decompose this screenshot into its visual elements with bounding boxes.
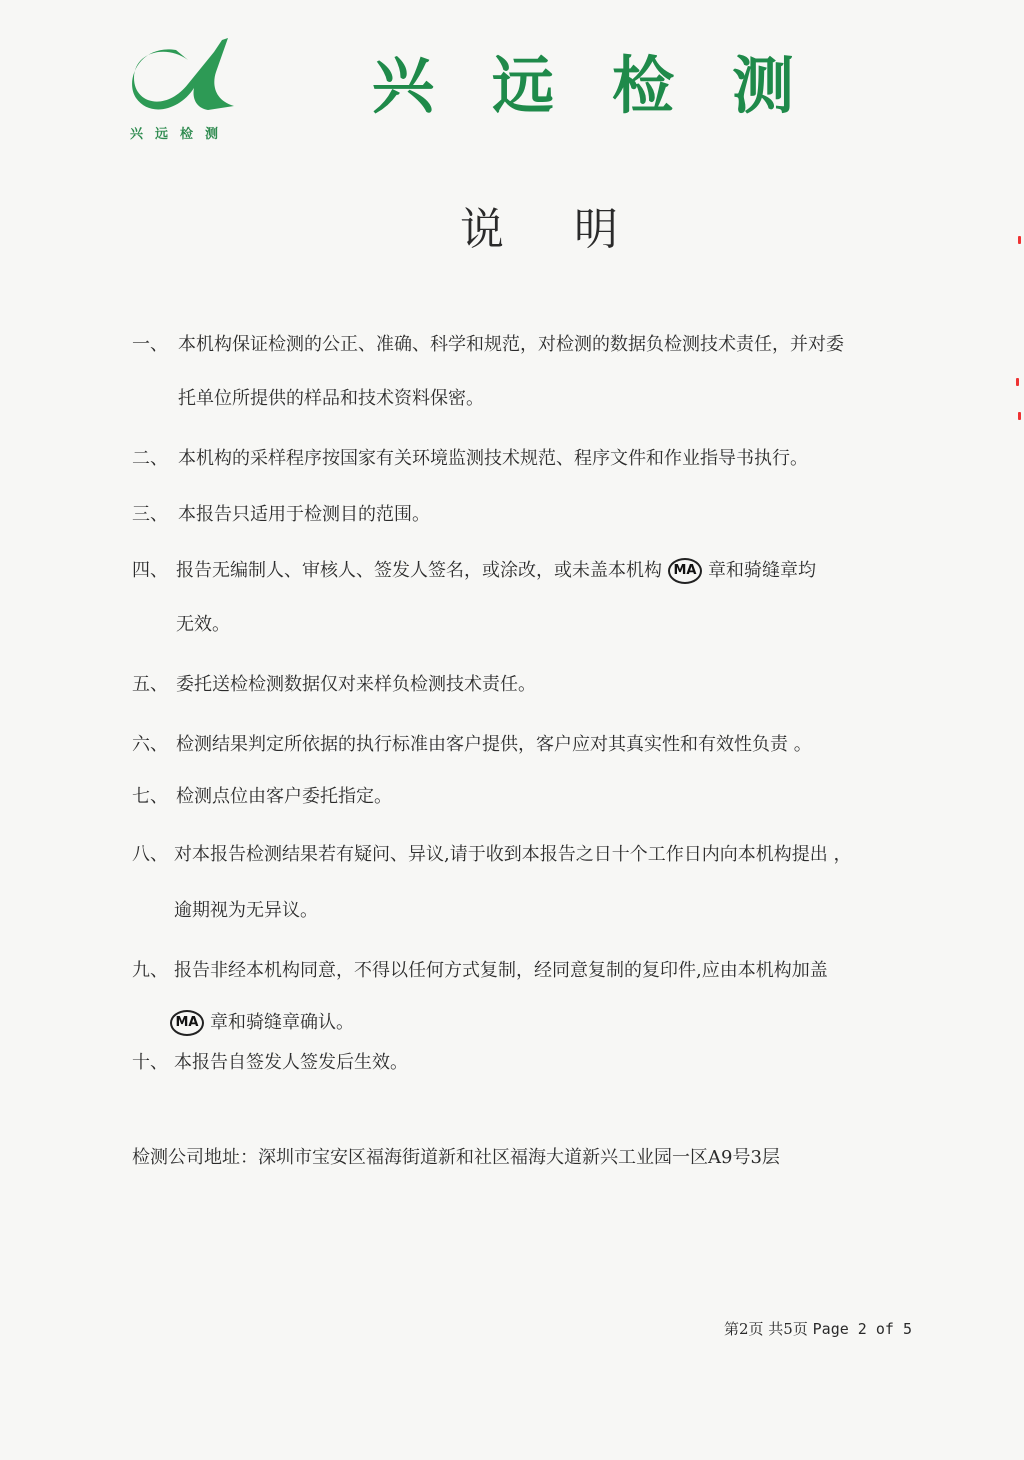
clause-text: 报告非经本机构同意，不得以任何方式复制，经同意复制的复印件,应由本机构加盖 [174,960,828,981]
ma-seal-icon: MA [668,558,702,584]
clause-text [176,556,816,584]
logo-caption: 兴远检测 [130,127,231,142]
clause-text: 本机构的采样程序按国家有关环境监测技术规范、程序文件和作业指导书执行。 [178,448,808,469]
scan-mark [1018,412,1021,420]
company-address: 检测公司地址：深圳市宝安区福海街道新和社区福海大道新兴工业园一区A9号3层 [132,1147,780,1168]
clause-number: 八、 [132,844,168,865]
clause-number: 一、 [132,334,168,355]
clause-text: 本报告自签发人签发后生效。 [174,1052,408,1073]
clause-number: 五、 [132,674,168,695]
clause-text: 本机构保证检测的公正、准确、科学和规范，对检测的数据负检测技术责任，并对委 [178,334,844,355]
clause-text: 对本报告检测结果若有疑问、异议,请于收到本报告之日十个工作日内向本机构提出 ， [174,844,852,865]
clause-number: 六、 [132,734,168,755]
clause-text: 检测结果判定所依据的执行标准由客户提供，客户应对其真实性和有效性负责 。 [176,734,812,755]
clause-text: 本报告只适用于检测目的范围。 [178,504,430,525]
scan-mark [1016,378,1019,386]
clause-text-part: 章和骑缝章均 [708,560,816,581]
clause-text-part: 章和骑缝章确认。 [210,1012,354,1033]
clause-number: 三、 [132,504,168,525]
clause-text [164,1008,354,1036]
ma-seal-icon: MA [170,1010,204,1036]
brand-name: 兴远检测 [372,49,853,122]
clause-number: 十、 [132,1052,168,1073]
clause-text: 无效。 [176,614,230,635]
page-number [724,1318,912,1339]
clause-text: 逾期视为无异议。 [174,900,318,921]
clause-number: 四、 [132,560,168,581]
clause-number: 九、 [132,960,168,981]
page-number-en: Page 2 of 5 [812,1320,912,1338]
clause-number: 二、 [132,448,168,469]
scan-mark [1018,236,1021,244]
clause-number: 七、 [132,786,168,807]
page-number-cn: 第2页 共5页 [724,1320,808,1338]
page-title: 说明 [460,204,688,255]
clause-text-part: 报告无编制人、审核人、签发人签名，或涂改，或未盖本机构 [176,560,662,581]
clause-text: 检测点位由客户委托指定。 [176,786,392,807]
clause-text: 委托送检检测数据仅对来样负检测技术责任。 [176,674,536,695]
clause-text: 托单位所提供的样品和技术资料保密。 [178,388,484,409]
